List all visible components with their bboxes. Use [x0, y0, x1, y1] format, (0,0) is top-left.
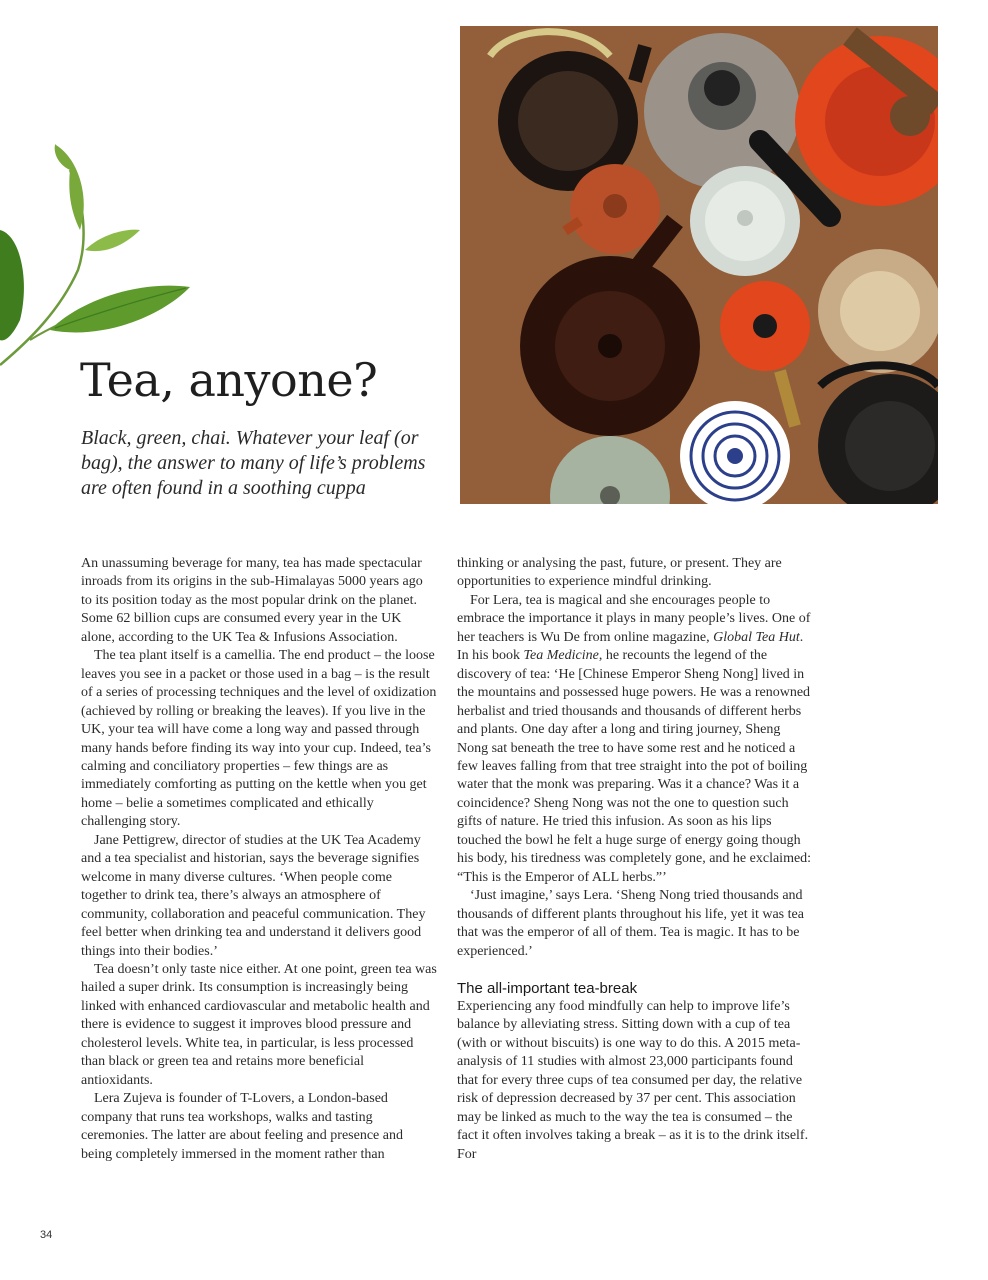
body-paragraph [457, 592, 813, 887]
body-paragraph: ‘Just imagine,’ says Lera. ‘Sheng Nong tried thousands and thousands of different plants throughout his life, yet it was tea that was the emperor of all of them. Tea is magic. It has to be experienced.’ [457, 888, 804, 959]
body-column-left [81, 555, 437, 1164]
article-title: Tea, anyone? [80, 353, 378, 407]
body-text: For Lera, tea is magical and she encourages people to embrace the importance it plays in many people’s lives. One of her teachers is Wu De from online magazine, [457, 592, 811, 645]
tea-leaf-illustration [0, 140, 200, 370]
body-paragraph: thinking or analysing the past, future, or present. They are opportunities to experience mindful drinking. [457, 556, 782, 590]
book-title: Tea Medicine [523, 648, 599, 664]
body-column-right [457, 555, 813, 1164]
body-paragraph: The tea plant itself is a camellia. The end product – the loose leaves you see in a packet or those used in a bag – is the result of a series of processing techniques and the level of oxidization (achieved by rolling or breaking the leaves). If you live in the UK, your tea will have come a long way and passed through many hands before finding its way into your cup. Indeed, tea’s calming and conciliatory properties – few things are as immediately comforting as putting on the kettle when you get home – belie a sometimes complicated and ethically challenging story. [81, 648, 437, 830]
article-standfirst: Black, green, chai. Whatever your leaf (or bag), the answer to many of life’s problems are often found in a soothing cuppa [81, 427, 426, 499]
publication-title: Global Tea Hut [713, 629, 800, 645]
leaf-shape-left [0, 230, 24, 340]
body-paragraph: Experiencing any food mindfully can help to improve life’s balance by alleviating stress. Sitting down with a cup of tea (with or without biscuits) is one way to do this. A 2015 meta-analysis of 11 studies with almost 23,000 participants found that for every three cups of tea consumed per day, the relative risk of depression decreased by 37 per cent. This association may be linked as much to the way the tea is consumed – the fact it often involves taking a break – as it is to the drink itself. For [457, 998, 809, 1162]
white-teapot [690, 166, 800, 276]
teapots-photo [460, 26, 938, 504]
body-text: . In his book [457, 629, 804, 664]
body-paragraph: Jane Pettigrew, director of studies at the UK Tea Academy and a tea specialist and historian, says the beverage signifies welcome in many diverse cultures. ‘When people come together to drink tea, there’s always an atmosphere of community, collaboration and peaceful communication. They feel better when drinking tea and understand it delivers good things into their bodies.’ [81, 832, 426, 959]
teapots-photo-drawing [460, 26, 938, 504]
body-paragraph: An unassuming beverage for many, tea has made spectacular inroads from its origins in the sub-Himalayas 5000 years ago to its position today as the most popular drink on the planet. Some 62 billion cups are consumed every year in the UK alone, according to the UK Tea & Infusions Association. [81, 556, 423, 645]
body-paragraph: Tea doesn’t only taste nice either. At one point, green tea was hailed a super drink. Its consumption is increasingly being linked with enhanced cardiovascular and metabolic health and there is evidence to suggest it improves blood pressure and cholesterol levels. White tea, in particular, is less processed than black or green tea and retains more beneficial antioxidants. [81, 961, 437, 1088]
glass-teapot [818, 249, 938, 373]
leaf-shape-top [55, 144, 84, 230]
section-heading: The all-important tea-break [457, 979, 638, 997]
body-paragraph: Lera Zujeva is founder of T-Lovers, a London-based company that runs tea workshops, walks and tasting ceremonies. The latter are about feeling and presence and being completely immersed in the moment rather than [81, 1091, 403, 1162]
page-number: 34 [40, 1229, 53, 1241]
body-text: , he recounts the legend of the discovery of tea: ‘He [Chinese Emperor Sheng Nong] lived in the mountains and possessed huge powers. He was a renowned herbalist and tried thousands and thousands of different herbs and plants. One day after a long and tiring journey, Sheng Nong sat beneath the tree to have some rest and he noticed a few leaves falling from that tree straight into the pot of boiling water that the monk was preparing. Was it a chance? Was it a coincidence? Sheng Nong was not the one to question such gifts of nature. He tried this infusion. As soon as his lips touched the bowl he felt a huge surge of energy going though his body, his tiredness was completely gone, and he exclaimed: “This is the Emperor of ALL herbs.”’ [457, 648, 812, 885]
leaf-shape-middle [85, 230, 140, 251]
